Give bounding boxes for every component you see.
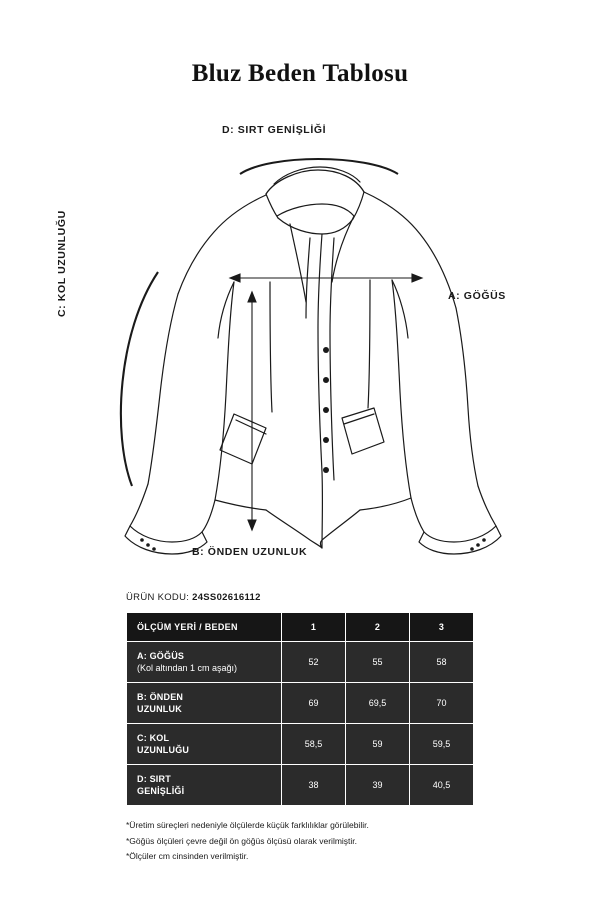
note-1: *Üretim süreçleri nedeniyle ölçülerde küçük farklılıklar görülebilir. bbox=[126, 820, 369, 830]
cell-chest-1: 52 bbox=[282, 642, 346, 683]
table-row bbox=[127, 642, 474, 683]
row-label-sleeve-length bbox=[127, 724, 282, 765]
cell-chest-2: 55 bbox=[346, 642, 410, 683]
cell-sleeve-2: 59 bbox=[346, 724, 410, 765]
vertical-double-arrow bbox=[248, 292, 256, 530]
cell-front-2: 69,5 bbox=[346, 683, 410, 724]
cell-sleeve-3: 59,5 bbox=[410, 724, 474, 765]
row-label-sleeve-length-name: C: KOL bbox=[137, 732, 170, 743]
row-label-back-width-name2: GENİŞLİĞİ bbox=[137, 786, 185, 796]
note-2: *Göğüs ölçüleri çevre değil ön göğüs ölçüsü olarak verilmiştir. bbox=[126, 835, 358, 846]
th-size-1: 1 bbox=[282, 613, 346, 642]
table-row bbox=[127, 683, 474, 724]
product-code bbox=[126, 592, 261, 603]
label-back-width: D: SIRT GENİŞLİĞİ bbox=[222, 124, 327, 136]
size-table-body bbox=[127, 642, 474, 806]
size-table-head bbox=[127, 613, 474, 642]
garment-diagram bbox=[56, 112, 540, 582]
cell-back-2: 39 bbox=[346, 765, 410, 806]
cell-back-3: 40,5 bbox=[410, 765, 474, 806]
note-3: *Ölçüler cm cinsinden verilmiştir. bbox=[126, 851, 249, 862]
product-code-value: 24SS02616112 bbox=[192, 592, 261, 603]
cell-front-3: 70 bbox=[410, 683, 474, 724]
label-sleeve-length: C: KOL UZUNLUĞU bbox=[56, 210, 68, 317]
row-label-chest-note: (Kol altından 1 cm aşağı) bbox=[137, 663, 238, 673]
horizontal-double-arrow bbox=[230, 274, 422, 282]
size-table bbox=[126, 612, 474, 806]
table-row bbox=[127, 724, 474, 765]
th-measurement: ÖLÇÜM YERİ / BEDEN bbox=[127, 613, 282, 642]
row-label-chest bbox=[127, 642, 282, 683]
row-label-front-length-name2: UZUNLUK bbox=[137, 704, 182, 714]
row-label-front-length bbox=[127, 683, 282, 724]
row-label-sleeve-length-name2: UZUNLUĞU bbox=[137, 745, 190, 755]
row-label-back-width bbox=[127, 765, 282, 806]
product-code-label: ÜRÜN KODU: bbox=[126, 592, 190, 603]
table-row bbox=[127, 765, 474, 806]
th-size-2: 2 bbox=[346, 613, 410, 642]
th-size-3: 3 bbox=[410, 613, 474, 642]
label-chest: A: GÖĞÜS bbox=[448, 290, 506, 302]
label-front-length: B: ÖNDEN UZUNLUK bbox=[192, 546, 308, 558]
table-header-row bbox=[127, 613, 474, 642]
cell-back-1: 38 bbox=[282, 765, 346, 806]
notes-block bbox=[126, 818, 486, 865]
page-title: Bluz Beden Tablosu bbox=[191, 60, 409, 87]
cell-sleeve-1: 58,5 bbox=[282, 724, 346, 765]
cell-chest-3: 58 bbox=[410, 642, 474, 683]
row-label-front-length-name: B: ÖNDEN bbox=[137, 691, 184, 702]
cell-front-1: 69 bbox=[282, 683, 346, 724]
blouse-technical-drawing bbox=[70, 112, 540, 582]
row-label-back-width-name: D: SIRT bbox=[137, 773, 171, 784]
row-label-chest-name: A: GÖĞÜS bbox=[137, 650, 185, 661]
